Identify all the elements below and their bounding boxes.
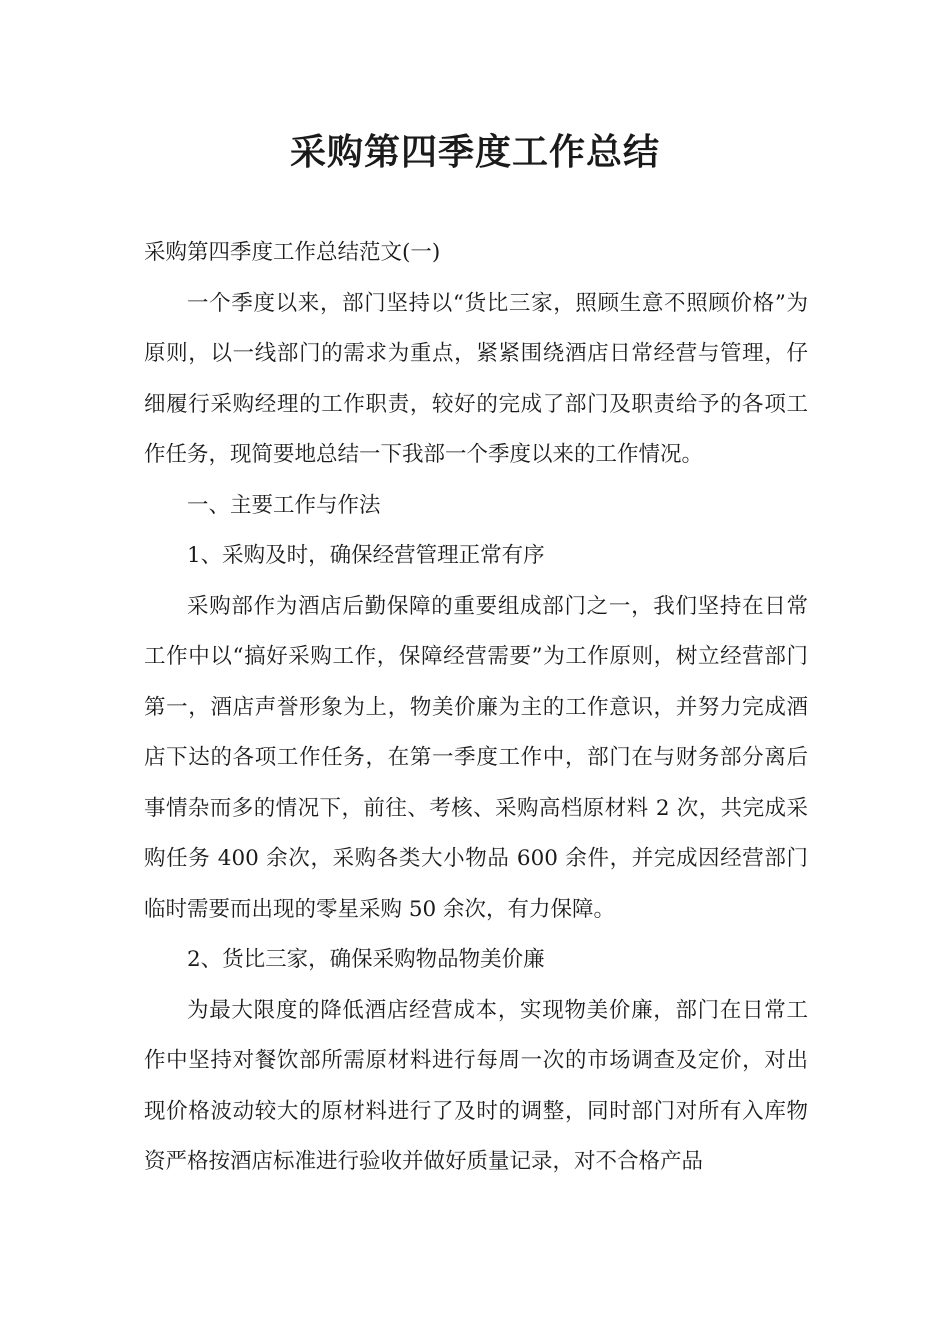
section-heading-main-work: 一、主要工作与作法: [187, 492, 381, 518]
paragraph-intro: 一个季度以来，部门坚持以“货比三家，照顾生意不照顾价格”为原则，以一线部门的需求为重点，紧紧围绕酒店日常经营与管理，仔细履行采购经理的工作职责，较好的完成了部门及职责给予的各项工作任务，现简要地总结一下我部一个季度以来的工作情况。: [144, 290, 808, 467]
subsection-heading-1: 1、采购及时，确保经营管理正常有序: [187, 543, 545, 568]
paragraph-procurement-timely: 采购部作为酒店后勤保障的重要组成部门之一，我们坚持在日常工作中以“搞好采购工作，保障经营需要”为工作原则，树立经营部门第一，酒店声誉形象为上，物美价廉为主的工作意识，并努力完成酒店下达的各项工作任务，在第一季度工作中，部门在与财务部分离后事情杂而多的情况下，前往、考核、采购高档原材料 2 次，共完成采购任务 400 余次，采购各类大小物品 600 余件，并完成因经营部门临时需要而出现的零星采购 50 余次，有力保障。: [144, 593, 808, 922]
document-body: [144, 228, 808, 1188]
subsection-heading-2: 2、货比三家，确保采购物品物美价廉: [187, 947, 545, 972]
paragraph-subtitle: 采购第四季度工作总结范文(一): [144, 240, 441, 265]
paragraph-compare-prices: 为最大限度的降低酒店经营成本，实现物美价廉，部门在日常工作中坚持对餐饮部所需原材料进行每周一次的市场调查及定价，对出现价格波动较大的原材料进行了及时的调整，同时部门对所有入库物资严格按酒店标准进行验收并做好质量记录，对不合格产品: [144, 997, 808, 1174]
document-title: 采购第四季度工作总结: [289, 132, 660, 173]
